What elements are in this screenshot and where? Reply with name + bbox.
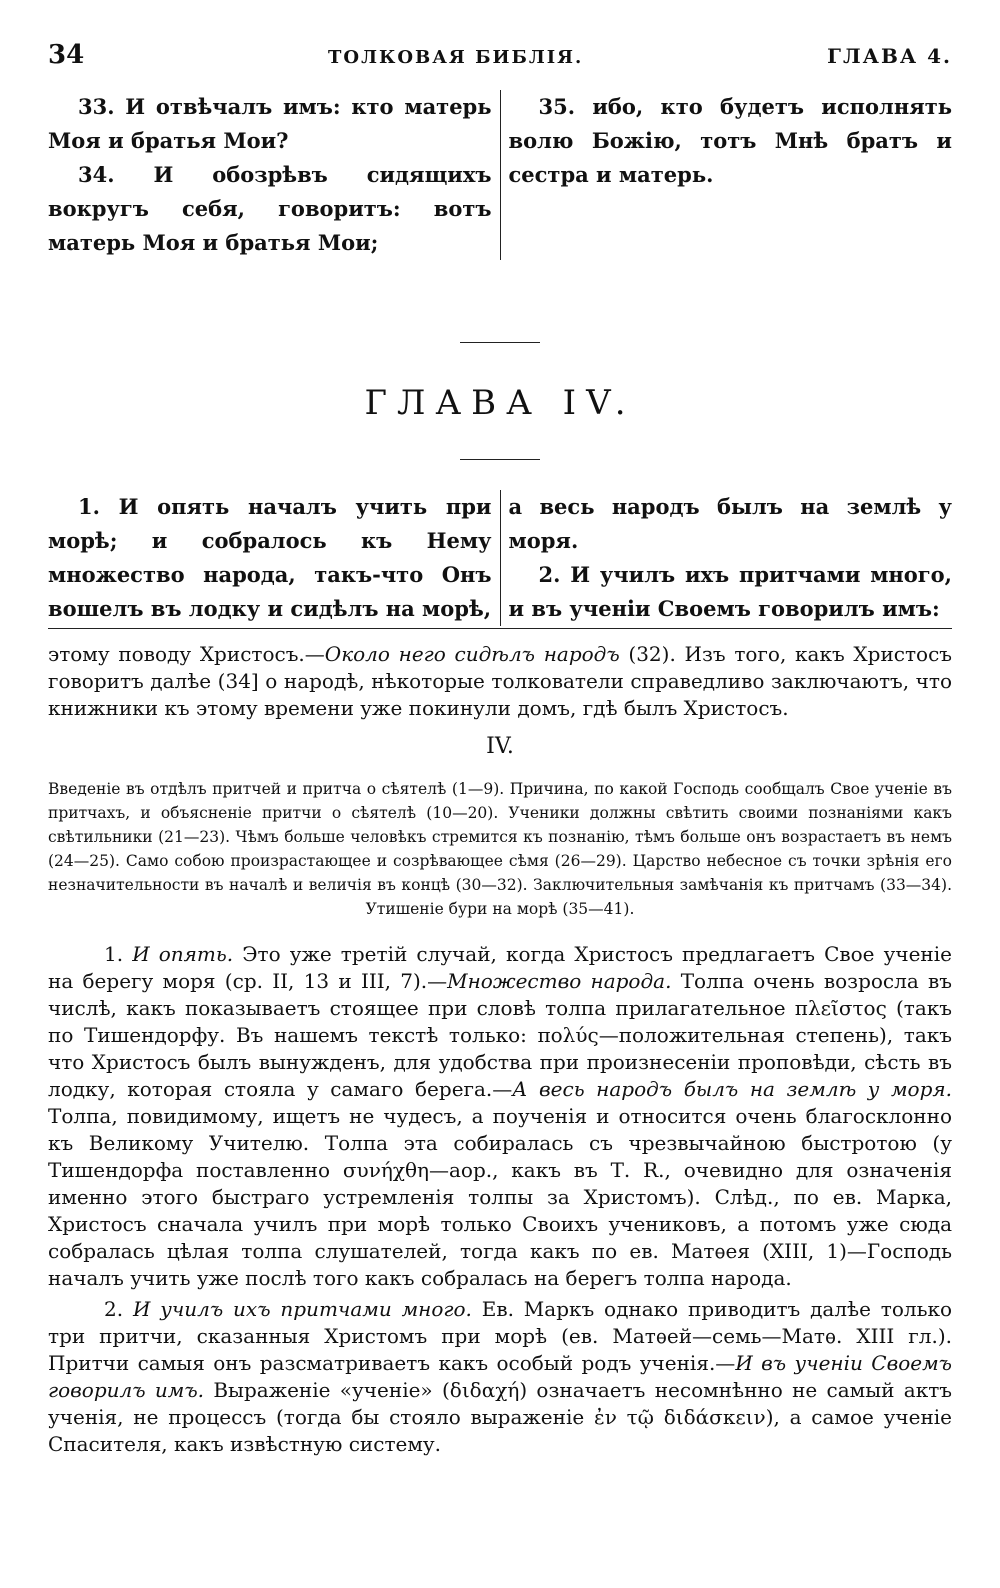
divider-bottom bbox=[460, 459, 540, 460]
verse-1-cont: а весь народъ былъ на землѣ у моря. bbox=[508, 494, 952, 553]
verse-34: 34. И обозрѣвъ сидящихъ вокругъ себя, говоритъ: вотъ матерь Моя и братья Мои; bbox=[48, 162, 492, 255]
verse-35: 35. ибо, кто будетъ исполнять волю Божію, тотъ Мнѣ братъ и сестра и матерь. bbox=[508, 94, 952, 187]
divider-top bbox=[460, 342, 540, 343]
commentary-top: этому поводу Христосъ.—Около него сидѣлъ народъ (32). Изъ того, какъ Христосъ говоритъ далѣе (34] о народѣ, нѣкоторые толкователи справедливо заключаютъ, что книжники къ этому времени уже покинули домъ, гдѣ былъ Христосъ. bbox=[48, 642, 953, 720]
verse-1: 1. И опять началъ учить при морѣ; и собралось къ Нему множество народа, такъ-что Онъ вошелъ въ лодку и сидѣлъ на морѣ, bbox=[48, 494, 492, 621]
page bbox=[48, 40, 952, 1458]
right-column bbox=[501, 90, 953, 260]
running-header bbox=[48, 40, 952, 80]
verse-2: 2. И училъ ихъ притчами много, и въ ученіи Своемъ говорилъ имъ: bbox=[508, 562, 952, 621]
verse-33: 33. И отвѣчалъ имъ: кто матерь Моя и братья Мои? bbox=[48, 94, 492, 153]
chapter-label: ГЛАВА 4. bbox=[827, 44, 952, 68]
right-column bbox=[501, 490, 953, 626]
chapter-summary: Введеніе въ отдѣлъ притчей и притча о сѣятелѣ (1—9). Причина, по какой Господь сообщалъ Свое ученіе въ притчахъ, и объясненіе притчи о сѣятелѣ (10—20). Ученики должны свѣтить своими познаніями какъ свѣтильники (21—23). Чѣмъ больше человѣкъ стремится къ познанію, тѣмъ больше онъ возрастаетъ въ немъ (24—25). Само собою произрастающее и созрѣвающее сѣмя (26—29). Царство небесное съ точки зрѣнія его незначительности въ началѣ и величія въ концѣ (30—32). Заключительныя замѣчанія къ притчамъ (33—34). Утишеніе бури на морѣ (35—41). bbox=[48, 780, 952, 918]
page-number: 34 bbox=[48, 40, 85, 70]
section-numeral: IV. bbox=[486, 734, 514, 759]
book-title: ТОЛКОВАЯ БИБЛІЯ. bbox=[328, 47, 584, 68]
commentary-verse-1: 1. И опять. Это уже третій случай, когда Христосъ предлагаетъ Свое ученіе на берегу моря (ср. II, 13 и III, 7).—Множество народа. Толпа очень возросла въ числѣ, какъ показываетъ стоящее при словѣ толпа прилагательное πλεῖστος (такъ по Тишендорфу. Въ нашемъ текстѣ только: πολύς—положительная степень), такъ что Христосъ былъ вынужденъ, для удобства при произнесеніи проповѣди, сѣсть въ лодку, которая стояла у самаго берега.—А весь народъ былъ на землѣ у моря. Толпа, повидимому, ищетъ не чудесъ, а поученія и относится очень благосклонно къ Великому Учителю. Толпа эта собиралась съ чрезвычайною быстротою (у Тишендорфа поставленно συνήχθη—аор., какъ въ Т. R., очевидно для означенія именно этого быстраго устремленія толпы за Христомъ). Слѣд., по ев. Марка, Христосъ сначала училъ при морѣ только Своихъ учениковъ, а потомъ уже сюда собралась цѣлая толпа слушателей, тогда какъ по ев. Матѳея (XIII, 1)—Господь началъ учить уже послѣ того какъ собралась на берегъ толпа народа. bbox=[48, 942, 953, 1290]
left-column bbox=[48, 90, 501, 260]
chapter-heading: ГЛАВА IV. bbox=[364, 383, 636, 423]
upper-verse-columns bbox=[48, 90, 952, 260]
commentary-verse-2: 2. И училъ ихъ притчами много. Ев. Маркъ однако приводитъ далѣе только три притчи, сказанныя Христомъ при морѣ (ев. Матѳей—семь—Матѳ. XIII гл.). Притчи самыя онъ разсматриваетъ какъ особый родъ ученія.—И въ ученіи Своемъ говорилъ имъ. Выраженіе «ученіе» (διδαχή) означаетъ несомнѣнно не самый актъ ученія, не процессъ (тогда бы стояло выраженіе ἐν τῷ διδάσκειν), а самое ученіе Спасителя, какъ извѣстную систему. bbox=[48, 1297, 953, 1456]
lower-verse-columns bbox=[48, 490, 952, 629]
left-column bbox=[48, 490, 501, 626]
